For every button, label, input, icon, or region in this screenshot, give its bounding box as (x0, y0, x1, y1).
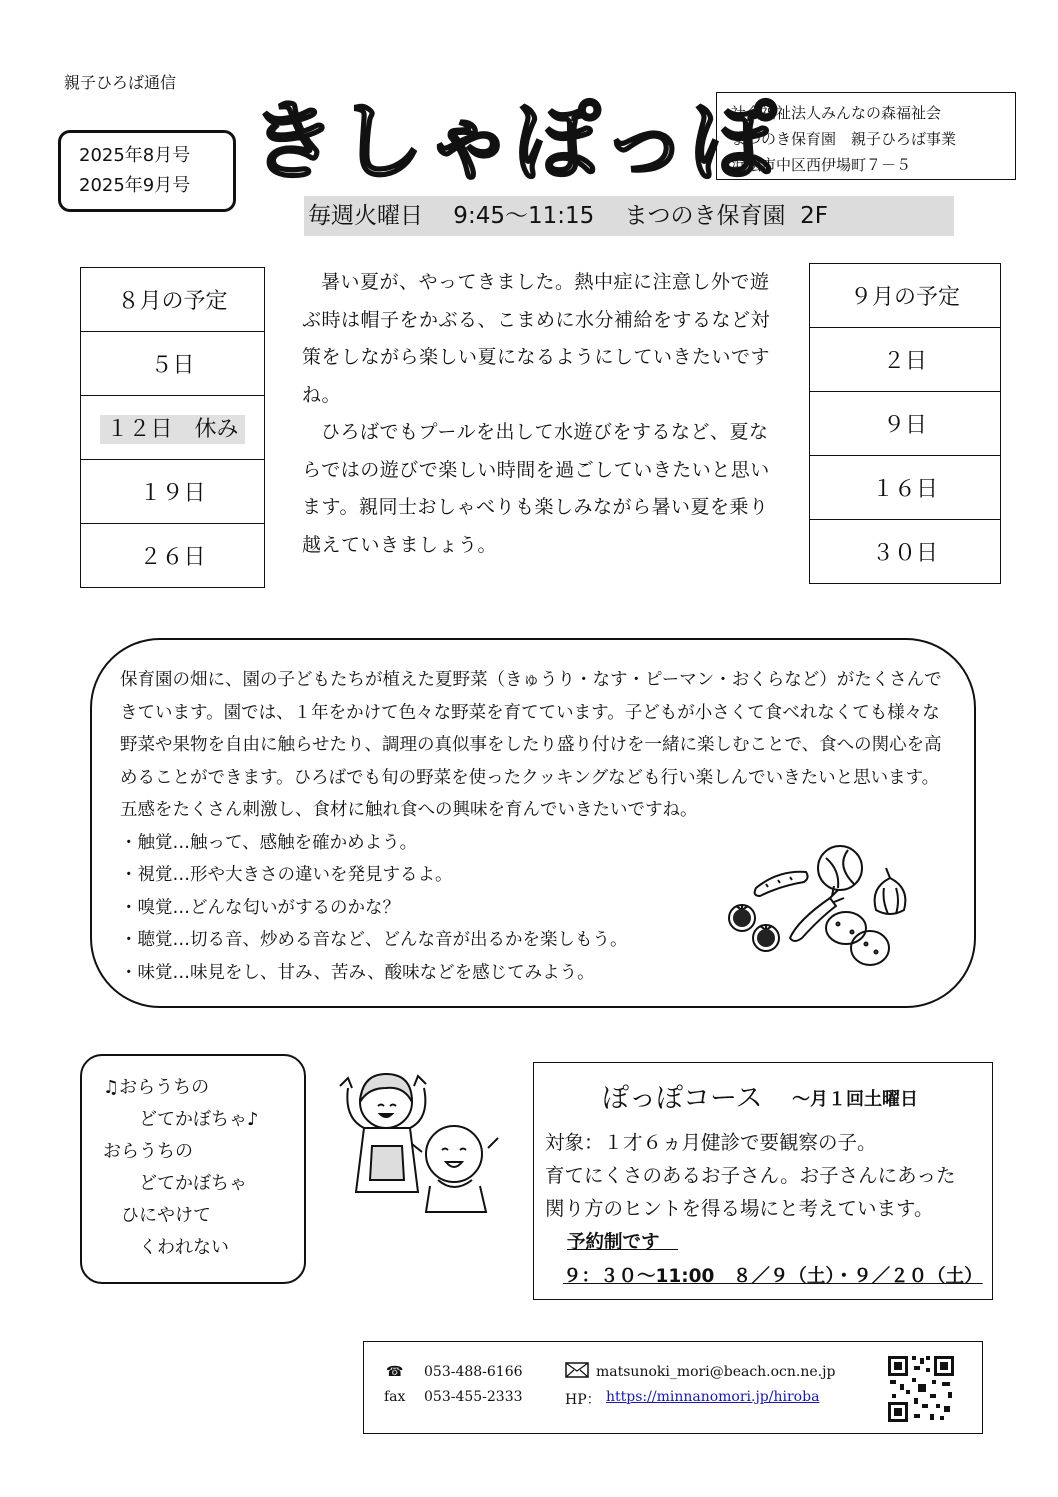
cabbage-icon (818, 846, 862, 890)
august-date-holiday (81, 396, 265, 460)
song-line: ♫おらうちの (103, 1077, 210, 1098)
org-line-1: 社会福祉法人みんなの森福祉会 (731, 104, 942, 122)
song-line: おらうちの (103, 1141, 193, 1162)
sense-item: ・触覚…触って、感触を確かめよう。 (120, 832, 418, 853)
intro-paragraph-2: ひろばでもプールを出して水遊びをするなど、夏ならではの遊びで楽しい時間を過ごしていきたいと思います。親同士おしゃべりも楽しみながら暑い夏を乗り越えていきましょう。 (302, 421, 770, 556)
org-line-3: 浜松市中区西伊場町７－５ (731, 156, 912, 174)
september-date: ９日 (810, 392, 1001, 456)
envelope-icon (565, 1362, 589, 1378)
course-reservation: 予約制です (567, 1232, 679, 1253)
course-target: 対象：１才６ヵ月健診で要観察の子。 (545, 1131, 877, 1154)
intro-text (302, 264, 778, 564)
fax-label: fax (384, 1389, 406, 1405)
phone-number: 053-488-6166 (424, 1364, 523, 1380)
september-schedule-table (809, 263, 1001, 584)
cucumber-icon (755, 872, 808, 896)
sense-item: ・嗅覚…どんな匂いがするのかな？ (120, 897, 400, 918)
course-description-1: 育てにくさのあるお子さん。お子さんにあった (545, 1164, 956, 1187)
september-heading: ９月の予定 (810, 264, 1001, 328)
song-line: どてかぼちゃ♪ (103, 1109, 259, 1130)
email-address[interactable]: matsunoki_mori@beach.ocn.ne.jp (596, 1364, 836, 1380)
september-date: １６日 (810, 456, 1001, 520)
org-line-2: まつのき保育園 親子ひろば事業 (731, 130, 957, 148)
september-date: ２日 (810, 328, 1001, 392)
september-date: ３０日 (810, 520, 1001, 584)
issue-line-2: 2025年9月号 (79, 175, 191, 196)
course-description-2: 関り方のヒントを得る場にと考えています。 (545, 1197, 934, 1220)
vegetables-paragraph: 保育園の畑に、園の子どもたちが植えた夏野菜（きゅうり・なす・ピーマン・おくらなど）がたくさんできています。園では、１年をかけて色々な野菜を育てています。子どもが小さくて食べれなくても様々な野菜や果物を自由に触らせたり、調理の真似事をしたり盛り付けを一緒に楽しむことで、食への関心を高めることができます。ひろばでも旬の野菜を使ったクッキングなども行い楽しんでいきたいと思います。五感をたくさん刺激し、食材に触れ食への興味を育んでいきたいですね。 (120, 670, 942, 820)
course-title: ぽっぽコース (602, 1083, 763, 1114)
fax-number: 053-455-2333 (424, 1389, 523, 1405)
series-label: 親子ひろば通信 (64, 73, 177, 92)
newsletter-title: きしゃぽっぽ (250, 92, 778, 192)
august-heading: ８月の予定 (81, 268, 265, 332)
holiday-highlight: １２日 休み (100, 415, 244, 444)
course-dates: ９：３０～11:00 ８／９（土）・９／２０（土） (563, 1266, 983, 1287)
homepage-link[interactable]: https://minnanomori.jp/hiroba (606, 1389, 820, 1405)
potato-icon (851, 931, 889, 965)
phone-icon: ☎ (386, 1364, 404, 1380)
sense-item: ・味覚…味見をし、甘み、苦み、酸味などを感じてみよう。 (120, 962, 595, 983)
qr-code[interactable] (886, 1354, 956, 1424)
song-line: くわれない (103, 1237, 229, 1258)
song-line: ひにやけて (103, 1205, 211, 1226)
course-details (545, 1126, 983, 1293)
sense-item: ・視覚…形や大きさの違いを発見するよ。 (120, 865, 453, 885)
august-date: １９日 (81, 460, 265, 524)
sense-item: ・聴覚…切る音、炒める音など、どんな音が出るかを楽しもう。 (120, 930, 628, 950)
august-date: ５日 (81, 332, 265, 396)
intro-paragraph-1: 暑い夏が、やってきました。熱中症に注意し外で遊ぶ時は帽子をかぶる、こまめに水分補給をするなど対策をしながら楽しい夏になるようにしていきたいですね。 (302, 271, 771, 406)
august-date: ２６日 (81, 524, 265, 588)
weekly-schedule: 毎週火曜日 9:45～11:15 まつのき保育園 2F (304, 196, 954, 236)
song-lyrics (103, 1072, 259, 1264)
hp-label: HP： (565, 1392, 601, 1408)
organization-box (716, 92, 1016, 180)
issue-line-1: 2025年8月号 (79, 145, 191, 166)
potato-icon (826, 912, 866, 944)
issue-box (58, 130, 236, 212)
course-frequency: ～月１回土曜日 (792, 1089, 918, 1110)
song-line: どてかぼちゃ (103, 1173, 247, 1194)
onion-icon (875, 878, 906, 914)
august-schedule-table (80, 267, 265, 588)
mother-and-baby-illustration (326, 1062, 512, 1218)
vegetables-illustration (718, 840, 928, 975)
